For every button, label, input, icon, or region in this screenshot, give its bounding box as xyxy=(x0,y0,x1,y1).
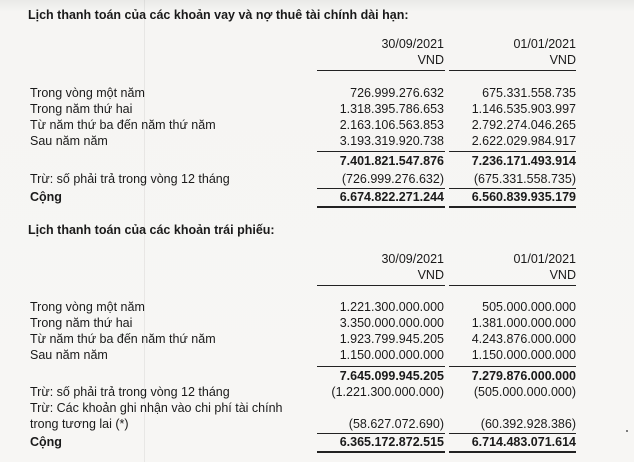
subtotal-rule xyxy=(449,151,576,152)
row-value-col1: (726.999.276.632) xyxy=(341,172,444,186)
less2-row xyxy=(0,417,634,433)
row-value-col2: (675.331.558.735) xyxy=(473,172,576,186)
col2-unit: VND xyxy=(549,53,576,67)
row-value-col2: (60.392.928.386) xyxy=(480,417,576,431)
table-row xyxy=(0,332,634,348)
total-row xyxy=(0,435,634,451)
table-row xyxy=(0,102,634,118)
subtotal-col2: 7.236.171.493.914 xyxy=(471,154,576,168)
row-value-col1: 3.193.319.920.738 xyxy=(339,134,444,148)
row-label: Trong năm thứ hai xyxy=(30,316,133,330)
double-rule xyxy=(317,206,445,208)
row-value-col2: 4.243.876.000.000 xyxy=(471,332,576,346)
col2-date: 01/01/2021 xyxy=(513,252,576,266)
col2-unit: VND xyxy=(549,268,576,282)
col1-unit: VND xyxy=(417,53,444,67)
total-rule xyxy=(317,433,445,434)
total-col1: 6.674.822.271.244 xyxy=(339,190,444,204)
table-row xyxy=(0,300,634,316)
table-row xyxy=(0,134,634,150)
subtotal-col2: 7.279.876.000.000 xyxy=(471,369,576,383)
row-value-col1: 3.350.000.000.000 xyxy=(339,316,444,330)
less2-row-line1 xyxy=(0,401,634,417)
subtotal-rule xyxy=(317,151,445,152)
section2-header-unit xyxy=(0,268,634,284)
header-rule xyxy=(449,285,576,286)
subtotal-col1: 7.401.821.547.876 xyxy=(339,154,444,168)
row-value-col2: 675.331.558.735 xyxy=(482,86,576,100)
total-label: Cộng xyxy=(30,190,62,204)
section1-header-date xyxy=(0,37,634,53)
row-value-col1: (1.221.300.000.000) xyxy=(331,385,444,399)
row-value-col2: 1.146.535.903.997 xyxy=(471,102,576,116)
row-label: Trong vòng một năm xyxy=(30,300,145,314)
row-value-col1: 2.163.106.563.853 xyxy=(339,118,444,132)
less-row xyxy=(0,172,634,188)
section1-header-unit xyxy=(0,53,634,69)
row-value-col1: 1.318.395.786.653 xyxy=(339,102,444,116)
speck-mark xyxy=(626,430,628,432)
col1-date: 30/09/2021 xyxy=(381,37,444,51)
header-rule xyxy=(449,70,576,71)
row-label: Sau năm năm xyxy=(30,348,108,362)
table-row xyxy=(0,118,634,134)
subtotal-row xyxy=(0,369,634,385)
subtotal-rule xyxy=(449,366,576,367)
col1-date: 30/09/2021 xyxy=(381,252,444,266)
row-label: Trừ: Các khoản ghi nhận vào chi phí tài chính xyxy=(30,401,283,415)
row-value-col2: 505.000.000.000 xyxy=(482,300,576,314)
table-row xyxy=(0,86,634,102)
row-value-col2: 2.792.274.046.265 xyxy=(471,118,576,132)
total-col2: 6.560.839.935.179 xyxy=(471,190,576,204)
total-col2: 6.714.483.071.614 xyxy=(471,435,576,449)
row-label: Trừ: số phải trả trong vòng 12 tháng xyxy=(30,385,230,399)
row-value-col1: (58.627.072.690) xyxy=(348,417,444,431)
total-rule xyxy=(449,188,576,189)
table-row xyxy=(0,316,634,332)
row-label: Trong vòng một năm xyxy=(30,86,145,100)
section2-title: Lịch thanh toán của các khoản trái phiếu: xyxy=(28,223,275,237)
less-row xyxy=(0,385,634,401)
double-rule xyxy=(449,451,576,453)
header-rule xyxy=(317,285,445,286)
total-row xyxy=(0,190,634,206)
subtotal-rule xyxy=(317,366,445,367)
double-rule xyxy=(317,451,445,453)
row-label: Sau năm năm xyxy=(30,134,108,148)
double-rule xyxy=(449,206,576,208)
subtotal-col1: 7.645.099.945.205 xyxy=(339,369,444,383)
row-label: Trừ: số phải trả trong vòng 12 tháng xyxy=(30,172,230,186)
section1-title: Lịch thanh toán của các khoản vay và nợ thuê tài chính dài hạn: xyxy=(28,8,409,22)
col2-date: 01/01/2021 xyxy=(513,37,576,51)
total-label: Cộng xyxy=(30,435,62,449)
row-value-col1: 1.923.799.945.205 xyxy=(339,332,444,346)
section2-header-date xyxy=(0,252,634,268)
row-label: Trong năm thứ hai xyxy=(30,102,133,116)
row-value-col1: 726.999.276.632 xyxy=(350,86,444,100)
row-value-col2: 2.622.029.984.917 xyxy=(471,134,576,148)
row-label: Từ năm thứ ba đến năm thứ năm xyxy=(30,332,216,346)
total-rule xyxy=(317,188,445,189)
table-row xyxy=(0,348,634,364)
row-value-col2: 1.381.000.000.000 xyxy=(471,316,576,330)
subtotal-row xyxy=(0,154,634,170)
total-rule xyxy=(449,433,576,434)
row-value-col1: 1.150.000.000.000 xyxy=(339,348,444,362)
col1-unit: VND xyxy=(417,268,444,282)
row-value-col2: 1.150.000.000.000 xyxy=(471,348,576,362)
row-value-col2: (505.000.000.000) xyxy=(473,385,576,399)
header-rule xyxy=(317,70,445,71)
row-value-col1: 1.221.300.000.000 xyxy=(339,300,444,314)
total-col1: 6.365.172.872.515 xyxy=(339,435,444,449)
row-label: trong tương lai (*) xyxy=(30,417,129,431)
row-label: Từ năm thứ ba đến năm thứ năm xyxy=(30,118,216,132)
